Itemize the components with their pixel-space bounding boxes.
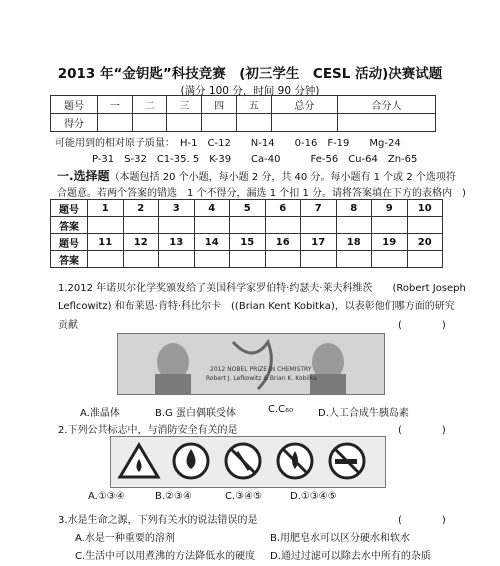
- flammable-sign-icon: [120, 445, 158, 477]
- answer-cell: 20: [407, 234, 443, 251]
- score-cell: 三: [167, 96, 202, 114]
- answer-cell[interactable]: [159, 217, 195, 234]
- q1-option-b[interactable]: B.G 蛋白偶联受体: [155, 408, 236, 419]
- score-cell: 合分人: [338, 96, 436, 114]
- q3-option-a[interactable]: A.水是一种重要的溶剂: [75, 533, 175, 544]
- answer-cell[interactable]: [265, 217, 301, 234]
- answer-cell: 14: [194, 234, 230, 251]
- section1-instr-1: （本题包括 20 个小题，每小题 2 分，共 40 分。每小题有 1 个或 2 个选项符: [109, 172, 456, 183]
- answer-cell[interactable]: [194, 251, 230, 268]
- atomic-mass-line-2: P-31 S-32 C1-35. 5 K-39 Ca-40 Fe-56 Cu-64 Zn-65: [92, 154, 418, 165]
- answer-cell: 3: [159, 200, 195, 217]
- answer-cell[interactable]: [230, 217, 266, 234]
- q3-option-d[interactable]: D.通过过滤可以除去水中所有的杂质: [270, 551, 431, 562]
- answer-cell: 11: [88, 234, 124, 251]
- answer-cell[interactable]: [407, 251, 443, 268]
- answer-cell: 答案: [51, 217, 88, 234]
- score-cell[interactable]: [236, 114, 271, 132]
- answer-cell: 6: [265, 200, 301, 217]
- answer-cell[interactable]: [336, 251, 372, 268]
- q1-option-a[interactable]: A.准晶体: [80, 408, 120, 419]
- answer-cell: 19: [372, 234, 408, 251]
- score-cell[interactable]: [98, 114, 133, 132]
- answer-cell: 12: [123, 234, 159, 251]
- answer-cell[interactable]: [265, 251, 301, 268]
- safety-signs-image: [110, 436, 386, 488]
- answer-cell: 18: [336, 234, 372, 251]
- answer-cell: 2: [123, 200, 159, 217]
- score-table-score-row: [51, 114, 436, 132]
- answer-cell: 7: [301, 200, 337, 217]
- answer-cell: 5: [230, 200, 266, 217]
- score-cell[interactable]: [132, 114, 167, 132]
- q2-option-a[interactable]: A.①③④: [88, 491, 125, 502]
- answer-table-row: [51, 251, 443, 268]
- q2-answer-paren[interactable]: ( ): [398, 425, 446, 436]
- water-drop-sign-icon: [174, 444, 208, 478]
- q3-option-c[interactable]: C.生活中可以用煮沸的方法降低水的硬度: [75, 551, 256, 562]
- score-cell: 题号: [51, 96, 98, 114]
- q2-option-c[interactable]: C.③④⑤: [225, 491, 263, 502]
- answer-cell: 15: [230, 234, 266, 251]
- answer-cell: 题号: [51, 234, 88, 251]
- q1-line-2: Leflcowitz) 和布莱恩·肯特·科比尔卡 ((Brian Kent Kobitka)，以表彰他们哪方面的研究: [58, 301, 455, 312]
- q1-option-d[interactable]: D.人工合成牛胰岛素: [318, 408, 409, 419]
- answer-table: [50, 199, 443, 268]
- answer-cell[interactable]: [123, 217, 159, 234]
- answer-cell[interactable]: [336, 217, 372, 234]
- answer-cell: 10: [407, 200, 443, 217]
- answer-cell[interactable]: [372, 251, 408, 268]
- exam-title: 2013 年“金钥匙”科技竞赛 (初三学生 CESL 活动)决赛试题: [57, 66, 443, 82]
- q3-answer-paren[interactable]: ( ): [398, 515, 446, 526]
- score-cell: 一: [98, 96, 133, 114]
- answer-cell[interactable]: [194, 217, 230, 234]
- answer-cell: 13: [159, 234, 195, 251]
- q2-text: 2.下列公共标志中，与消防安全有关的是: [58, 425, 238, 436]
- answer-cell: 1: [88, 200, 124, 217]
- q1-line-1: 1.2012 年诺贝尔化学奖颁发给了美国科学家罗伯特·约瑟夫·莱夫科维茨 (Robert Joseph: [58, 283, 466, 294]
- answer-cell: 9: [372, 200, 408, 217]
- answer-cell: 17: [301, 234, 337, 251]
- nobel-image-caption: 2012 NOBEL PRIZE IN CHEMISTRY: [210, 366, 312, 373]
- answer-cell: 4: [194, 200, 230, 217]
- q2-option-d[interactable]: D.①③④⑤: [290, 491, 337, 502]
- score-cell[interactable]: [202, 114, 237, 132]
- nobel-image: [117, 333, 385, 395]
- answer-cell: 题号: [51, 200, 88, 217]
- answer-table-row: [51, 217, 443, 234]
- exam-subtitle: (满分 100 分，时间 90 分钟): [180, 85, 320, 97]
- answer-table-row: [51, 234, 443, 251]
- score-cell[interactable]: [167, 114, 202, 132]
- q3-option-b[interactable]: B.用肥皂水可以区分硬水和软水: [270, 533, 411, 544]
- score-cell[interactable]: [271, 114, 337, 132]
- nobel-image-names: Robert J. Lefkowitz & Brian K. Kobilka: [206, 375, 317, 382]
- answer-cell[interactable]: [159, 251, 195, 268]
- score-table-header-row: [51, 96, 436, 114]
- answer-cell: 答案: [51, 251, 88, 268]
- score-table: [50, 95, 436, 132]
- section1-instructions-line-1: [57, 167, 456, 184]
- section1-heading: 一.选择题: [57, 169, 110, 183]
- answer-cell: 8: [336, 200, 372, 217]
- q3-text: 3.水是生命之源，下列有关水的说法错误的是: [58, 515, 258, 526]
- no-fireworks-sign-icon: [226, 444, 260, 478]
- answer-cell[interactable]: [123, 251, 159, 268]
- answer-cell[interactable]: [88, 251, 124, 268]
- answer-cell[interactable]: [88, 217, 124, 234]
- nobel-image-art: [118, 334, 384, 394]
- q2-option-b[interactable]: B.②③④: [155, 491, 192, 502]
- q1-line-3: 贡献: [58, 320, 78, 331]
- answer-cell[interactable]: [407, 217, 443, 234]
- no-smoking-sign-icon: [330, 444, 364, 478]
- section1-instructions-line-2: 合题意。若两个答案的错选 1 个不得分，漏选 1 个扣 1 分。请将答案填在下方的表格内 ): [57, 188, 466, 199]
- answer-cell: 16: [265, 234, 301, 251]
- answer-cell[interactable]: [372, 217, 408, 234]
- answer-cell[interactable]: [230, 251, 266, 268]
- safety-signs-art: [111, 437, 385, 487]
- score-cell[interactable]: [338, 114, 436, 132]
- q1-option-c[interactable]: C.C₆₀: [268, 404, 294, 415]
- no-fire-sign-icon: [278, 444, 312, 478]
- answer-cell[interactable]: [301, 217, 337, 234]
- score-cell: 五: [236, 96, 271, 114]
- q1-answer-paren[interactable]: ( ): [398, 320, 446, 331]
- score-cell: 二: [132, 96, 167, 114]
- answer-table-row: [51, 200, 443, 217]
- score-cell: 四: [202, 96, 237, 114]
- answer-cell[interactable]: [301, 251, 337, 268]
- score-cell: 得分: [51, 114, 98, 132]
- atomic-mass-line-1: 可能用到的相对原子质量： H-1 C-12 N-14 0-16 F-19 Mg-24: [55, 138, 401, 149]
- score-cell: 总分: [271, 96, 337, 114]
